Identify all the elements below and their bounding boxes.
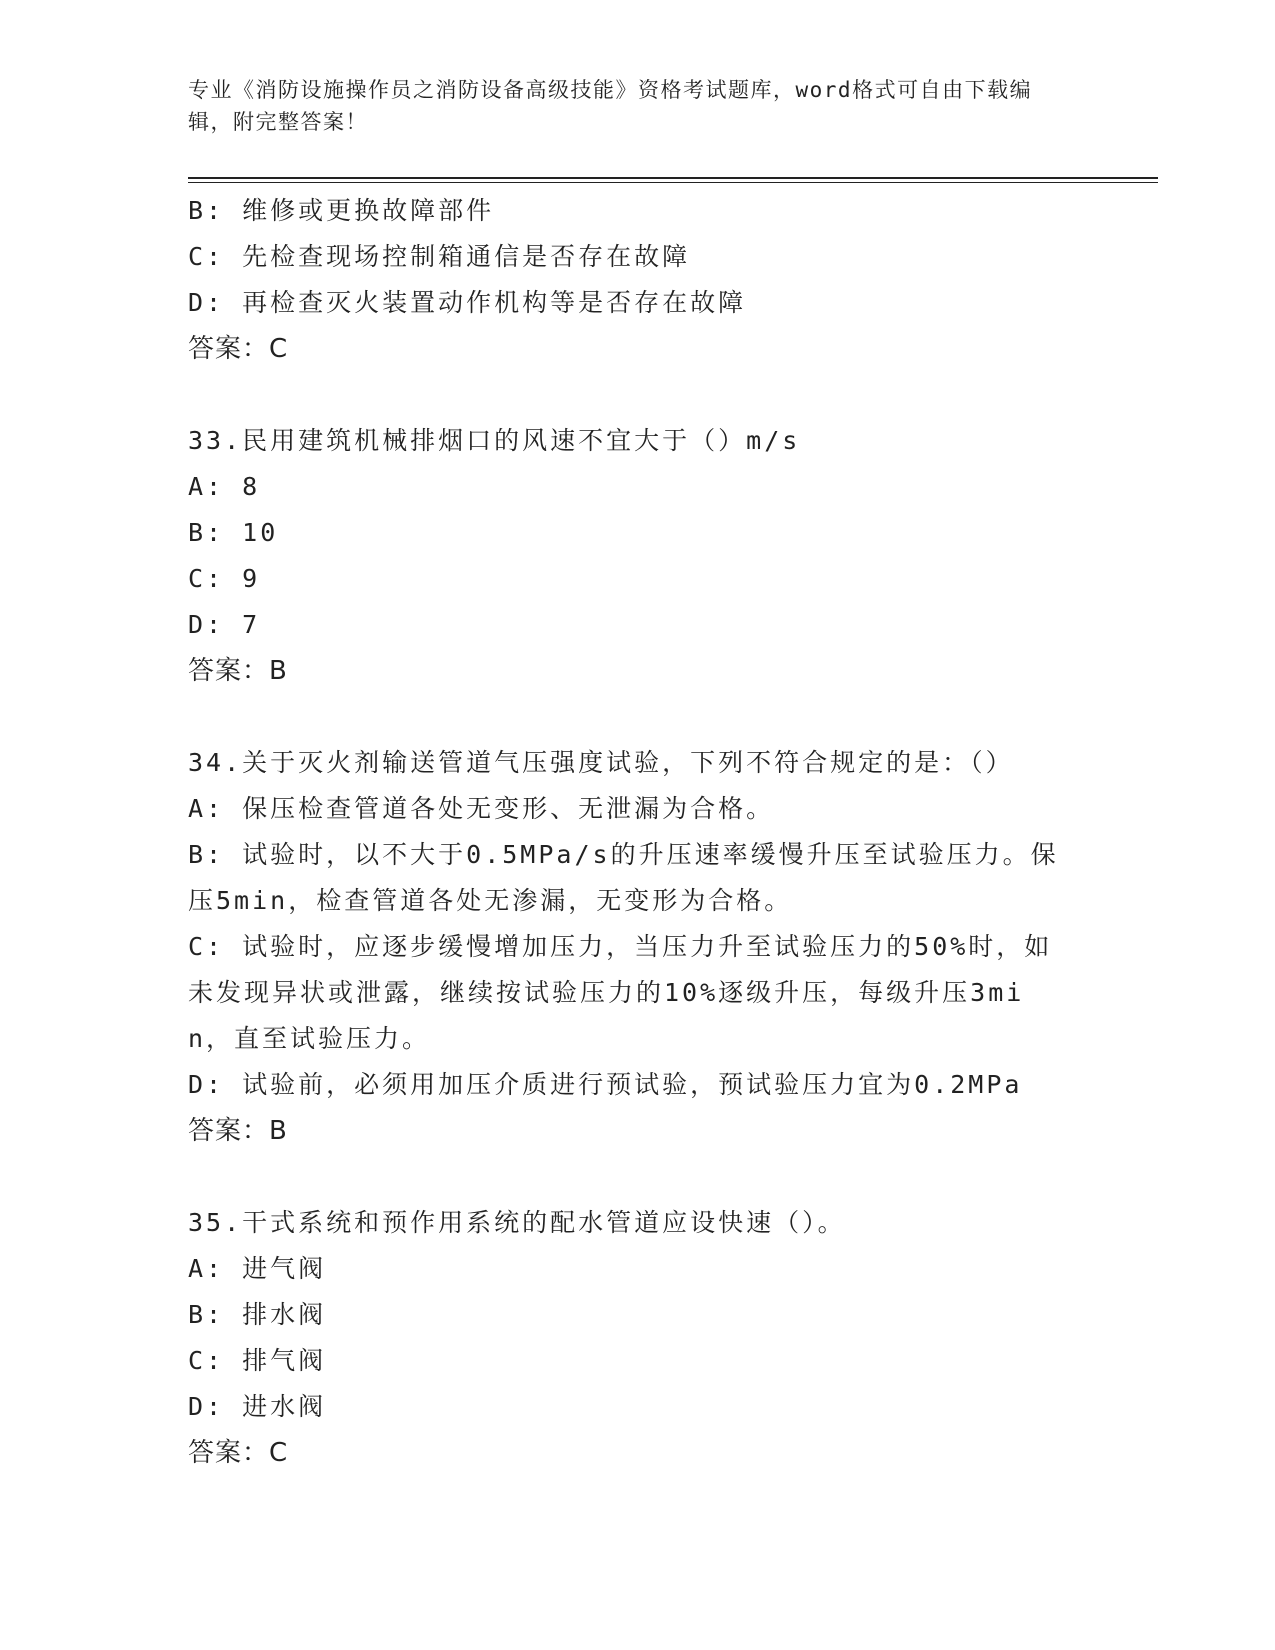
header-divider-thin <box>188 182 1158 183</box>
option-d: D: 进水阀 <box>188 1392 327 1421</box>
option-b: B: 10 <box>188 518 279 547</box>
spacer <box>188 1154 1068 1200</box>
spacer <box>188 694 1068 740</box>
answer: 答案：C <box>188 1438 289 1468</box>
answer: 答案：C <box>188 334 289 364</box>
option-c: C: 试验时，应逐步缓慢增加压力，当压力升至试验压力的50%时，如未发现异状或泄露，继续按试验压力的10%逐级升压，每级升压3min，直至试验压力。 <box>188 932 1053 1053</box>
answer: 答案：B <box>188 1116 288 1146</box>
answer: 答案：B <box>188 656 288 686</box>
option-a: A: 保压检查管道各处无变形、无泄漏为合格。 <box>188 794 775 823</box>
spacer <box>188 372 1068 418</box>
header-divider-thick <box>188 177 1158 179</box>
option-d: D: 再检查灭火装置动作机构等是否存在故障 <box>188 288 747 317</box>
option-d: D: 7 <box>188 610 261 639</box>
option-c: C: 9 <box>188 564 261 593</box>
option-b: B: 试验时，以不大于0.5MPa/s的升压速率缓慢升压至试验压力。保压5min，检查管道各处无渗漏，无变形为合格。 <box>188 840 1059 915</box>
option-c: C: 排气阀 <box>188 1346 327 1375</box>
document-header: 专业《消防设施操作员之消防设备高级技能》资格考试题库，word格式可自由下载编辑，附完整答案！ <box>188 78 1033 134</box>
question-stem: 35.干式系统和预作用系统的配水管道应设快速（）。 <box>188 1208 846 1237</box>
option-b: B: 排水阀 <box>188 1300 327 1329</box>
option-b: B: 维修或更换故障部件 <box>188 196 495 225</box>
question-content <box>188 188 1068 1476</box>
option-c: C: 先检查现场控制箱通信是否存在故障 <box>188 242 691 271</box>
question-stem: 34.关于灭火剂输送管道气压强度试验，下列不符合规定的是：（） <box>188 748 1014 777</box>
option-a: A: 进气阀 <box>188 1254 327 1283</box>
option-a: A: 8 <box>188 472 261 501</box>
option-d: D: 试验前，必须用加压介质进行预试验，预试验压力宜为0.2MPa <box>188 1070 1023 1099</box>
question-stem: 33.民用建筑机械排烟口的风速不宜大于（）m/s <box>188 426 801 455</box>
